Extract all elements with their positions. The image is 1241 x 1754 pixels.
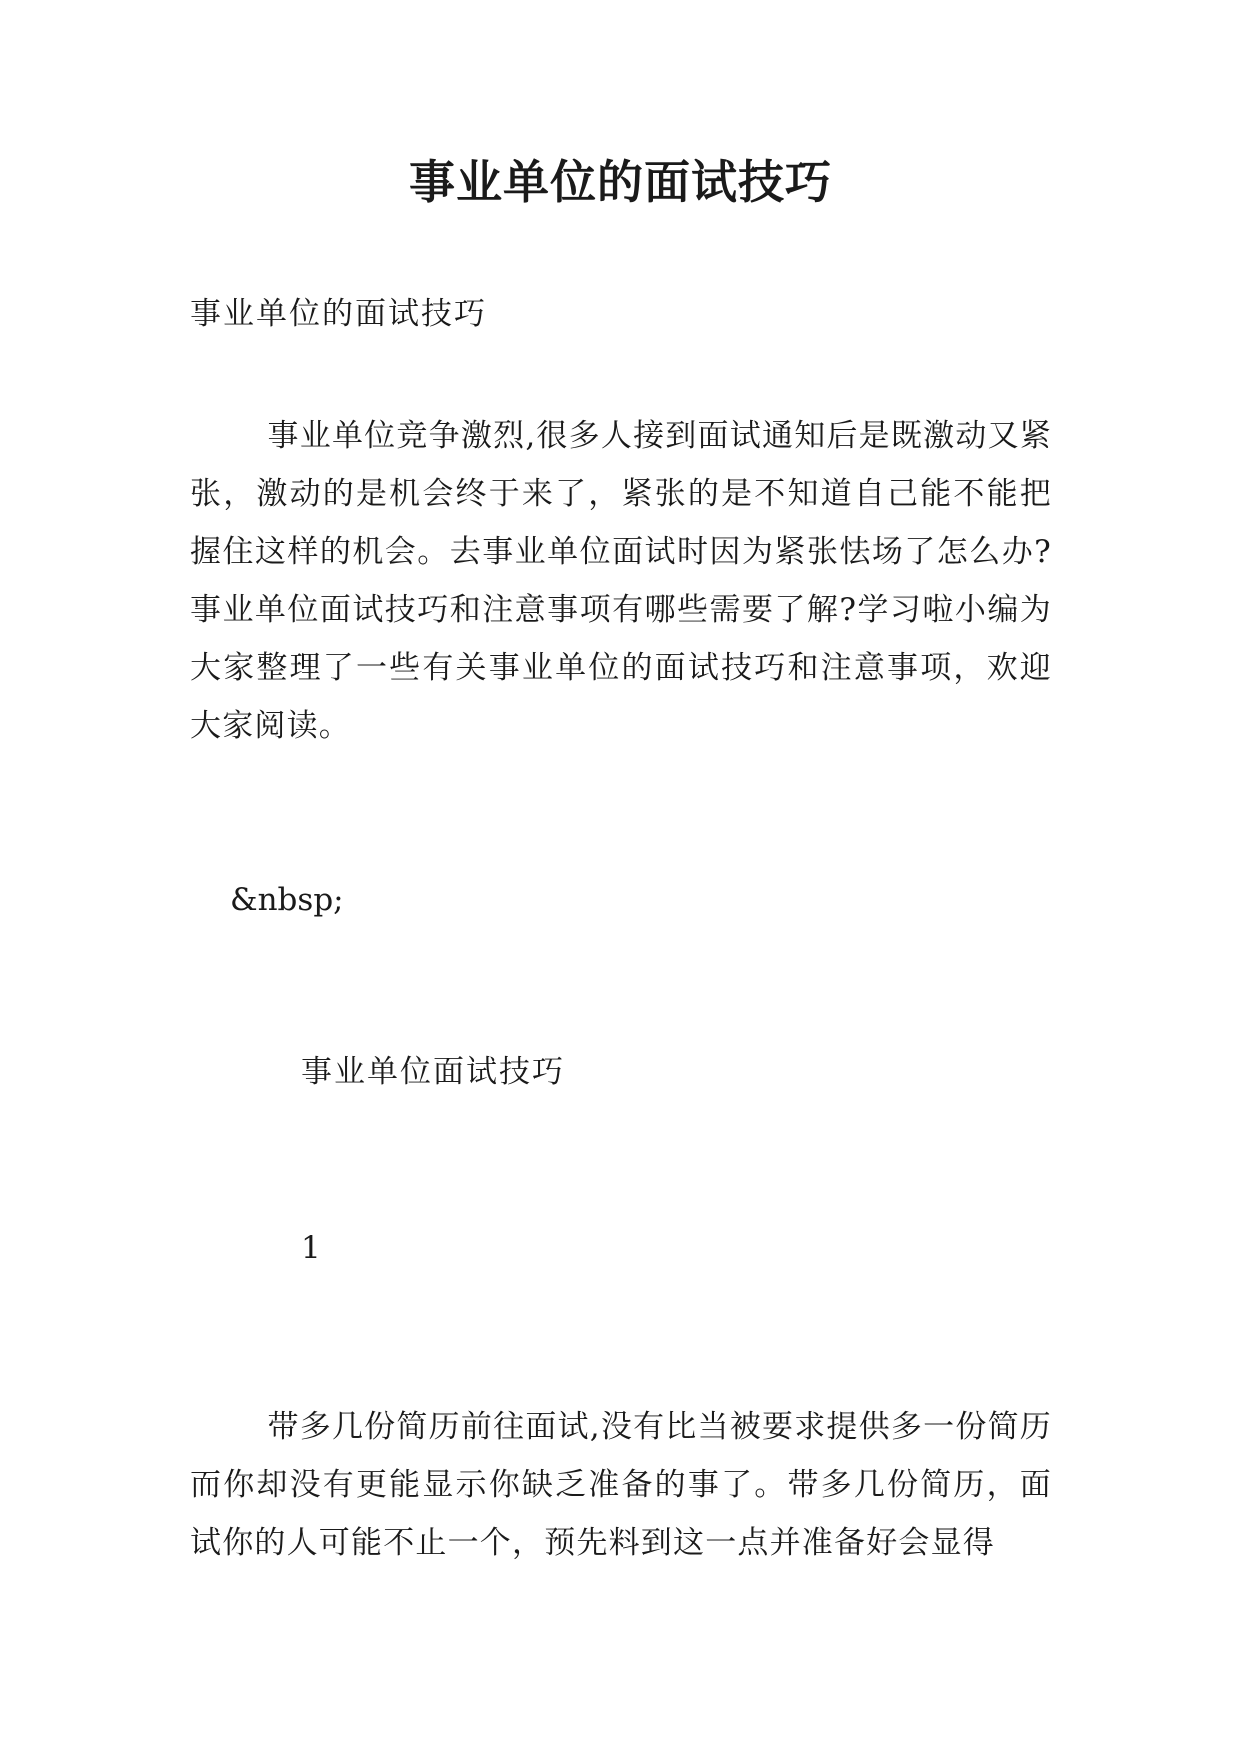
- nbsp-text-line: &nbsp;: [230, 882, 344, 918]
- document-title: 事业单位的面试技巧: [409, 155, 832, 209]
- intro-paragraph: 事业单位竞争激烈,很多人接到面试通知后是既激动又紧张，激动的是机会终于来了，紧张的是不知道自己能不能把握住这样的机会。去事业单位面试时因为紧张怯场了怎么办?事业单位面试技巧和注意事项有哪些需要了解?学习啦小编为大家整理了一些有关事业单位的面试技巧和注意事项，欢迎大家阅读。: [190, 418, 1052, 744]
- section-heading: 事业单位面试技巧: [301, 1054, 565, 1090]
- document-subtitle: 事业单位的面试技巧: [190, 296, 487, 332]
- section-number: 1: [301, 1230, 323, 1266]
- tip-paragraph: 带多几份简历前往面试,没有比当被要求提供多一份简历而你却没有更能显示你缺乏准备的事了。带多几份简历，面试你的人可能不止一个，预先料到这一点并准备好会显得: [190, 1409, 1052, 1561]
